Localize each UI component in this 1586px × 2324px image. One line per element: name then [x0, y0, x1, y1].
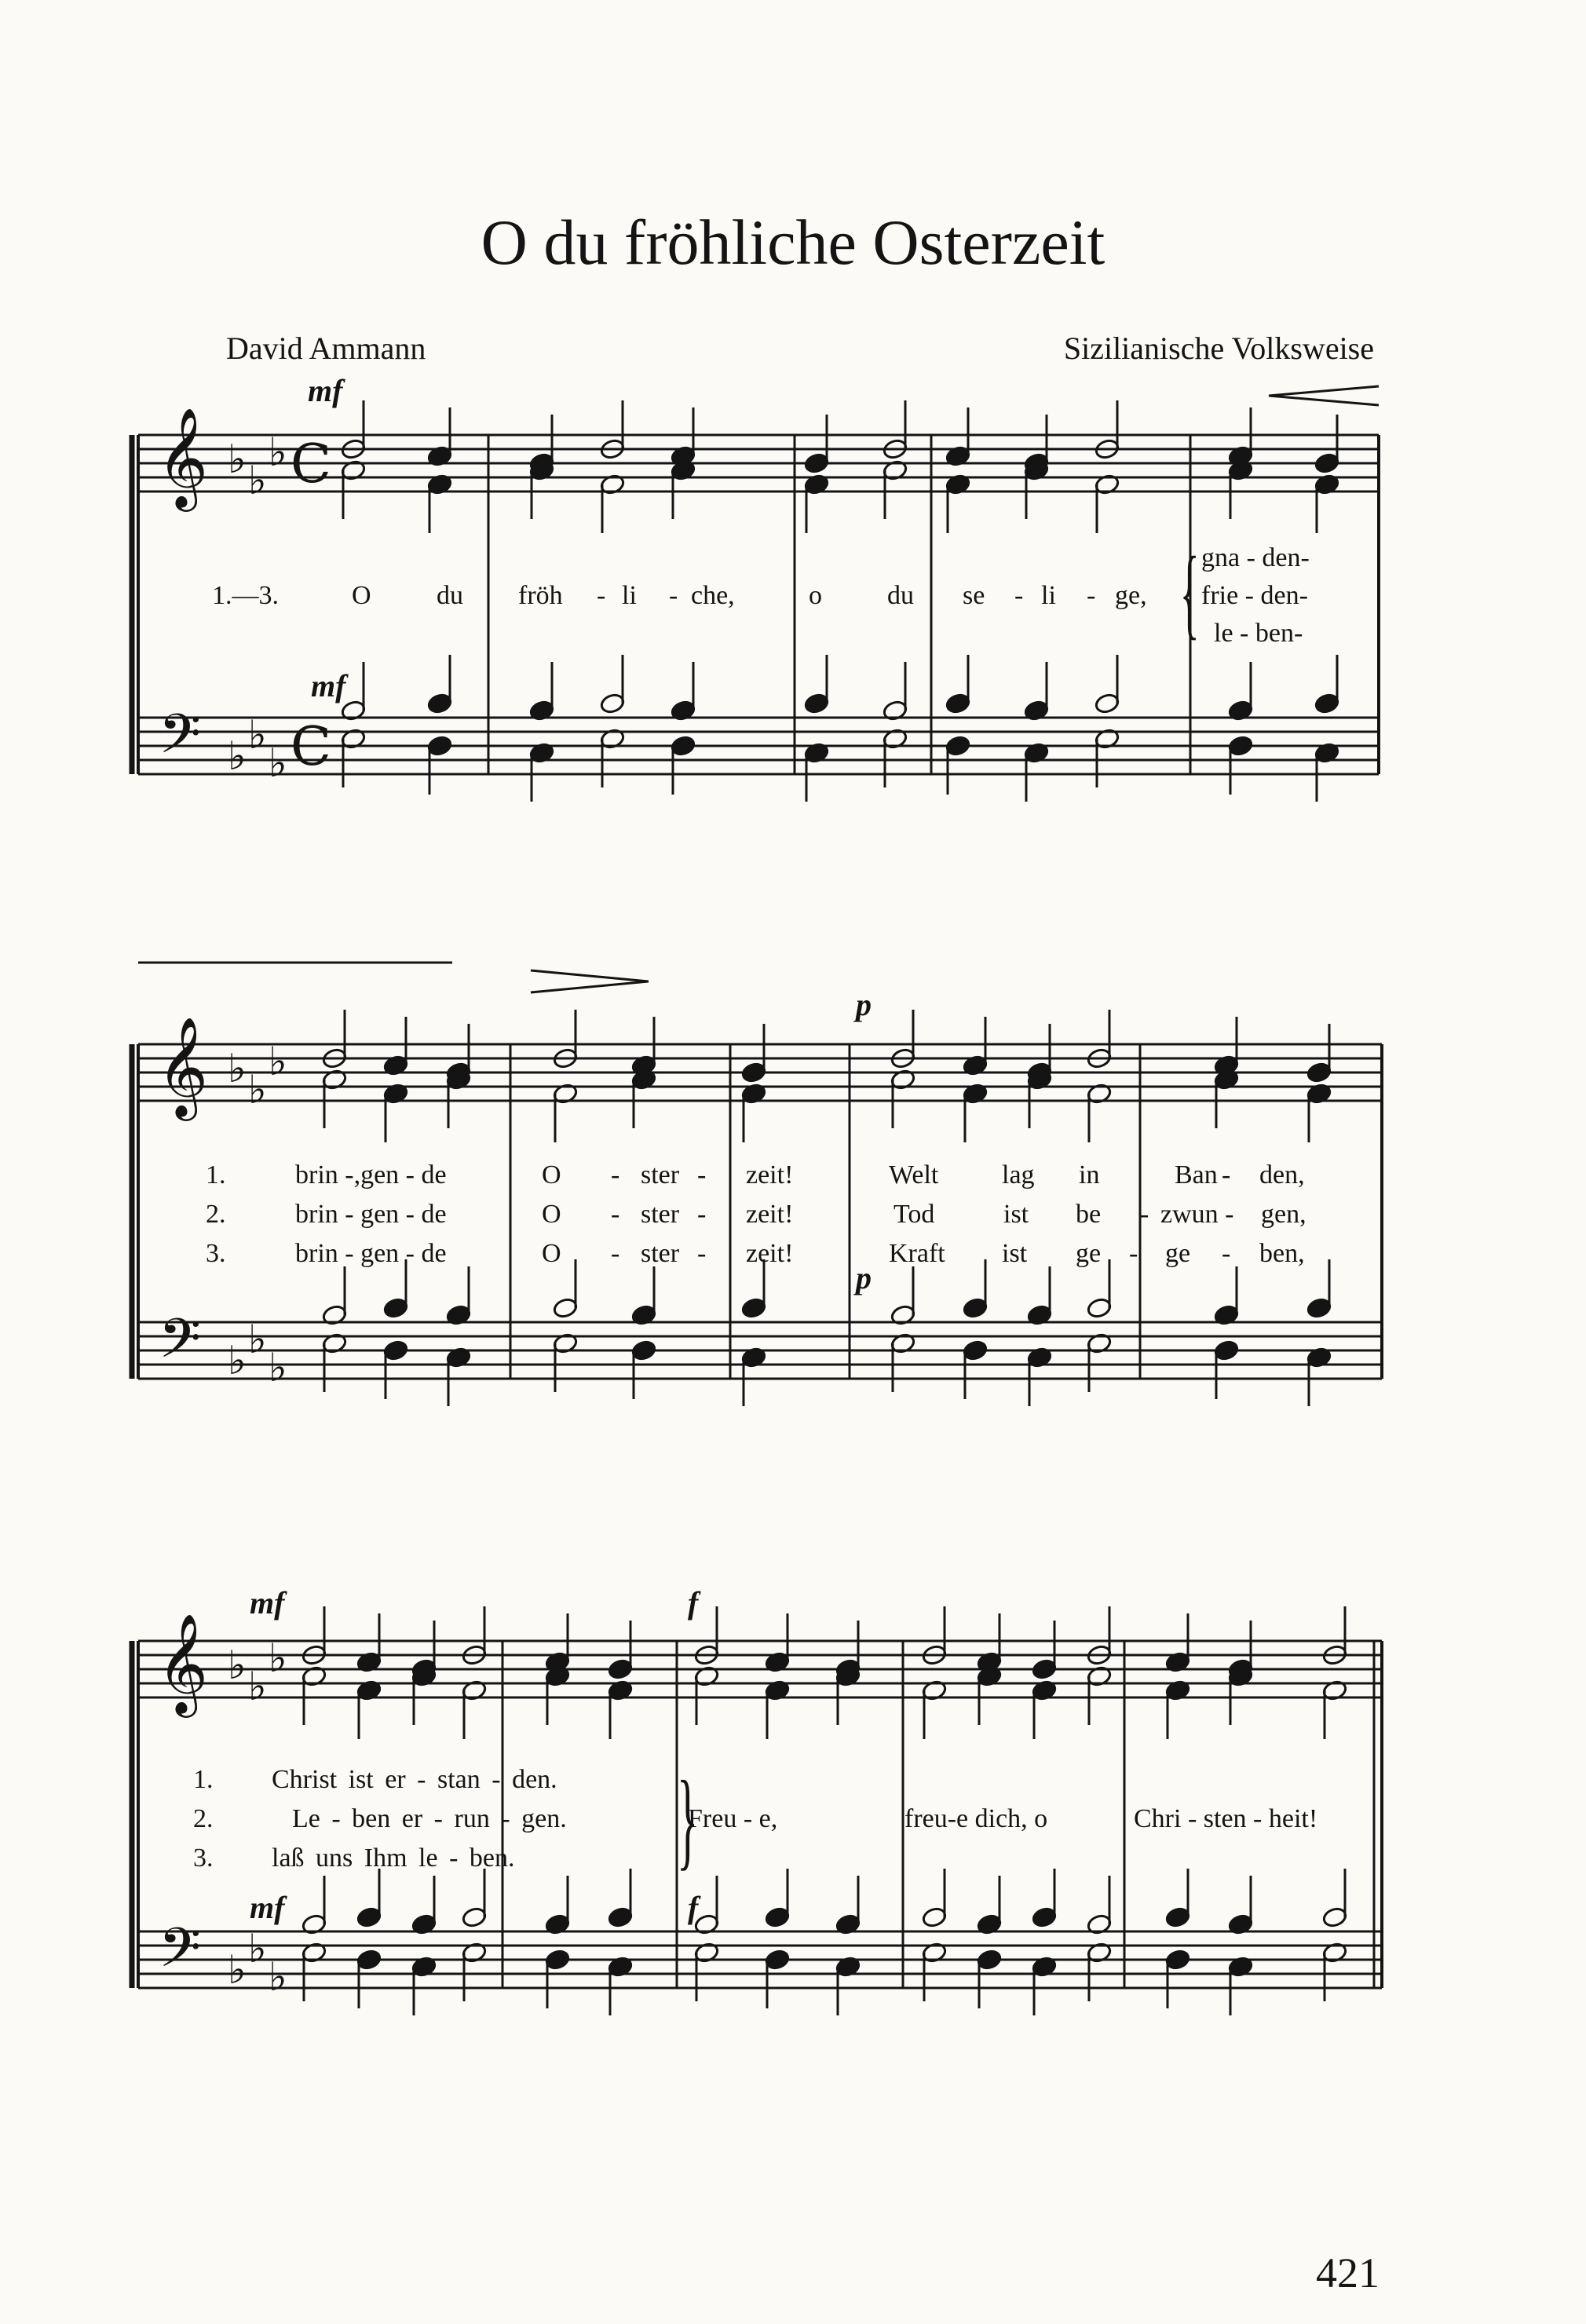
flat-icon: ♭ — [228, 1338, 247, 1383]
verse-num: 1. — [206, 1160, 226, 1189]
lyric-word-v1-1: O — [542, 1160, 561, 1189]
verse-text-1: Christ ist er - stan - den. — [272, 1765, 557, 1794]
lyric-word-2: fröh — [518, 581, 563, 610]
lyric-word-v2-0: brin - gen - de — [295, 1200, 447, 1229]
lyricist: David Ammann — [226, 331, 426, 366]
lyric-word-v2-11: gen, — [1261, 1200, 1306, 1229]
bass-clef-icon: 𝄢 — [159, 702, 202, 779]
flat-icon: ♭ — [248, 1664, 267, 1709]
flat-icon: ♭ — [248, 1926, 267, 1971]
flat-icon: ♭ — [269, 740, 287, 786]
lyric-word-v3-3: ster — [641, 1239, 680, 1268]
dynamic-mf-lower-1: mf — [311, 668, 346, 703]
lyric-word-v1-9: Ban — [1175, 1160, 1218, 1189]
common-time-icon: C — [291, 716, 332, 778]
dynamic-f-upper-3: f — [688, 1585, 699, 1621]
verse-num: 3. — [206, 1239, 226, 1268]
lyric-word-v3-12: ben, — [1259, 1239, 1305, 1268]
dynamic-f-lower-3: f — [688, 1890, 699, 1925]
lyric-word-11: li — [1041, 581, 1056, 610]
flat-icon: ♭ — [248, 1067, 267, 1113]
lyric-word-v1-7: lag — [1002, 1160, 1035, 1189]
lyric-word-v1-6: Welt — [889, 1160, 939, 1189]
verse-brace-right: } — [677, 1759, 699, 1880]
flat-icon: ♭ — [228, 437, 247, 482]
verse-num-2: 2. — [193, 1804, 214, 1833]
lyric-word-8: du — [887, 581, 914, 610]
verse-text-2: Le - ben er - run - gen. — [292, 1804, 567, 1833]
lyric-word-13: ge, — [1115, 581, 1147, 610]
lyric-word-v2-10: zwun - — [1160, 1200, 1234, 1229]
lyric-word-v3-7: ist — [1002, 1239, 1028, 1268]
treble-clef-icon: 𝄞 — [157, 407, 209, 507]
lyric-word-12: - — [1087, 581, 1096, 610]
decrescendo-hairpin — [1269, 386, 1379, 405]
treble-clef-icon: 𝄞 — [157, 1016, 209, 1116]
lyric-word-v2-5: zeit! — [746, 1200, 794, 1229]
verse-num-3: 3. — [193, 1843, 214, 1873]
treble-clef-icon: 𝄞 — [157, 1613, 209, 1713]
refrain-3: Chri - sten - heit! — [1134, 1804, 1318, 1833]
lyric-word-v1-11: den, — [1259, 1160, 1305, 1189]
lyric-word-v2-1: O — [542, 1200, 561, 1229]
lyric-word-v2-3: ster — [641, 1200, 680, 1229]
verse-num: 2. — [206, 1200, 226, 1229]
refrain-1: Freu - e, — [688, 1804, 778, 1833]
decrescendo-hairpin — [531, 970, 649, 992]
lyric-word-6: che, — [691, 581, 735, 610]
lyric-word-9: se — [963, 581, 985, 610]
dynamic-p-lower-2: p — [856, 1260, 872, 1295]
alt-line-2: frie - den- — [1201, 581, 1308, 610]
song-title: O du fröhliche Osterzeit — [481, 206, 1105, 278]
bass-clef-icon: 𝄢 — [159, 1916, 202, 1993]
lyric-word-0: O — [352, 581, 371, 610]
lyric-word-5: - — [669, 581, 678, 610]
flat-icon: ♭ — [228, 1046, 247, 1091]
flat-icon: ♭ — [248, 458, 267, 503]
refrain-2: freu-e dich, o — [904, 1804, 1048, 1833]
lyric-word-v3-10: ge — [1165, 1239, 1191, 1268]
lyric-word-7: o — [809, 581, 822, 610]
verse-text-3: laß uns Ihm le - ben. — [272, 1843, 515, 1873]
lyric-word-v2-7: ist — [1003, 1200, 1029, 1229]
lyric-word-v2-8: be — [1076, 1200, 1102, 1229]
bass-clef-icon: 𝄢 — [159, 1306, 202, 1383]
flat-icon: ♭ — [269, 1039, 287, 1084]
lyric-word-v1-0: brin -,gen - de — [295, 1160, 447, 1189]
lyric-word-4: li — [622, 581, 637, 610]
lyric-word-1: du — [437, 581, 463, 610]
lyric-word-v2-6: Tod — [893, 1200, 935, 1229]
lyric-word-v1-4: - — [697, 1160, 707, 1189]
dynamic-mf-upper-3: mf — [250, 1585, 285, 1621]
lyric-brace: { — [1179, 536, 1200, 649]
lyric-word-v1-10: - — [1222, 1160, 1231, 1189]
lyric-word-v3-2: - — [611, 1239, 620, 1268]
lyric-word-v3-11: - — [1222, 1239, 1231, 1268]
lyric-word-v3-9: - — [1129, 1239, 1138, 1268]
page-number: 421 — [1316, 2249, 1380, 2297]
flat-icon: ♭ — [269, 1954, 287, 2000]
common-time-icon: C — [291, 433, 332, 495]
lyric-word-3: - — [597, 581, 606, 610]
flat-icon: ♭ — [228, 733, 247, 779]
flat-icon: ♭ — [248, 712, 267, 758]
dynamic-p-upper-2: p — [856, 987, 872, 1022]
lyric-word-v2-9: - — [1140, 1200, 1149, 1229]
lyric-word-v3-4: - — [697, 1239, 707, 1268]
lyric-word-v1-3: ster — [641, 1160, 680, 1189]
lyric-word-v2-2: - — [611, 1200, 620, 1229]
dynamic-mf-lower-3: mf — [250, 1890, 285, 1925]
verse-label: 1.—3. — [212, 581, 279, 610]
lyric-word-v3-6: Kraft — [889, 1239, 945, 1268]
alt-line-1: gna - den- — [1201, 543, 1310, 572]
composer: Sizilianische Volksweise — [1063, 331, 1374, 366]
lyric-word-v3-8: ge — [1076, 1239, 1102, 1268]
alt-line-3: le - ben- — [1214, 619, 1303, 648]
flat-icon: ♭ — [248, 1317, 267, 1362]
lyric-word-v1-8: in — [1079, 1160, 1100, 1189]
lyric-word-10: - — [1014, 581, 1024, 610]
lyric-word-v3-1: O — [542, 1239, 561, 1268]
verse-num-1: 1. — [193, 1765, 214, 1794]
flat-icon: ♭ — [269, 1345, 287, 1390]
flat-icon: ♭ — [269, 429, 287, 475]
lyric-word-v3-0: brin - gen - de — [295, 1239, 447, 1268]
lyric-word-v2-4: - — [697, 1200, 707, 1229]
flat-icon: ♭ — [228, 1643, 247, 1688]
flat-icon: ♭ — [228, 1947, 247, 1993]
lyric-word-v3-5: zeit! — [746, 1239, 794, 1268]
lyric-word-v1-5: zeit! — [746, 1160, 794, 1189]
lyric-word-v1-2: - — [611, 1160, 620, 1189]
dynamic-mf-upper-1: mf — [308, 373, 343, 408]
flat-icon: ♭ — [269, 1635, 287, 1681]
